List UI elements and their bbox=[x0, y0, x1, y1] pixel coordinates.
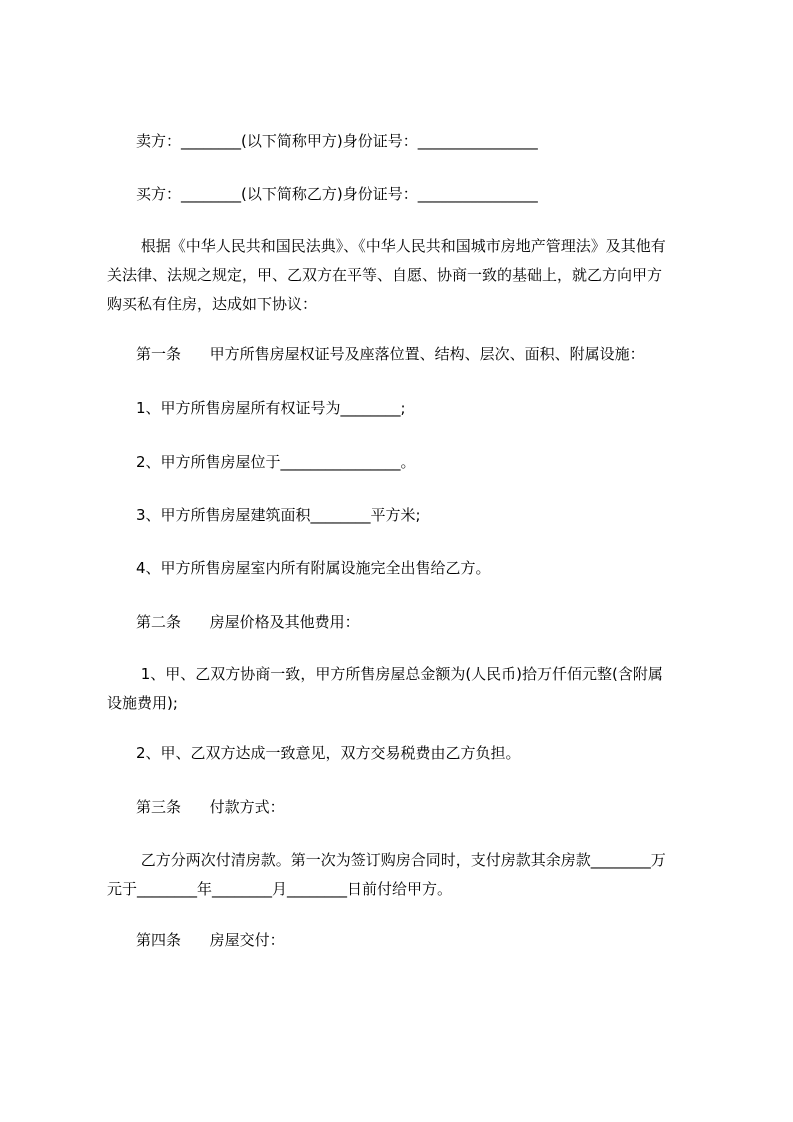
preamble-paragraph-cont bbox=[107, 261, 662, 319]
seller-line: 卖方：________(以下简称甲方)身份证号：________________ bbox=[136, 132, 538, 150]
article2-item1-line2: 设施费用); bbox=[107, 694, 178, 712]
article3-body-cont bbox=[107, 875, 452, 904]
article1-heading: 第一条 甲方所售房屋权证号及座落位置、结构、层次、面积、附属设施： bbox=[136, 345, 645, 363]
article4-heading: 第四条 房屋交付： bbox=[136, 931, 285, 949]
article2-item1 bbox=[136, 660, 663, 689]
article3-body bbox=[136, 846, 666, 875]
article1-item3: 3、甲方所售房屋建筑面积________平方米; bbox=[136, 506, 421, 524]
article2-item2: 2、甲、乙双方达成一致意见，双方交易税费由乙方负担。 bbox=[136, 744, 521, 762]
article1-item4: 4、甲方所售房屋室内所有附属设施完全出售给乙方。 bbox=[136, 559, 491, 577]
preamble-line-1: 根据《中华人民共和国民法典》、《中华人民共和国城市房地产管理法》及其他有 bbox=[136, 237, 666, 255]
article3-body-line1: 乙方分两次付清房款。第一次为签订购房合同时，支付房款其余房款________万 bbox=[136, 851, 666, 869]
article3-heading: 第三条 付款方式： bbox=[136, 798, 285, 816]
article2-item1-line1: 1、甲、乙双方协商一致，甲方所售房屋总金额为(人民币)拾万仟佰元整(含附属 bbox=[136, 665, 663, 683]
preamble-line-3: 购买私有住房，达成如下协议： bbox=[107, 295, 318, 313]
article1-item2: 2、甲方所售房屋位于________________。 bbox=[136, 453, 416, 471]
article2-item1-cont bbox=[107, 689, 178, 718]
article3-body-line2: 元于________年________月________日前付给甲方。 bbox=[107, 880, 453, 898]
preamble-line-2: 关法律、法规之规定，甲、乙双方在平等、自愿、协商一致的基础上，就乙方向甲方 bbox=[107, 266, 663, 284]
buyer-line: 买方：________(以下简称乙方)身份证号：________________ bbox=[136, 185, 538, 203]
preamble-paragraph bbox=[136, 232, 666, 261]
article1-item1: 1、甲方所售房屋所有权证号为________; bbox=[136, 399, 406, 417]
article2-heading: 第二条 房屋价格及其他费用： bbox=[136, 613, 360, 631]
